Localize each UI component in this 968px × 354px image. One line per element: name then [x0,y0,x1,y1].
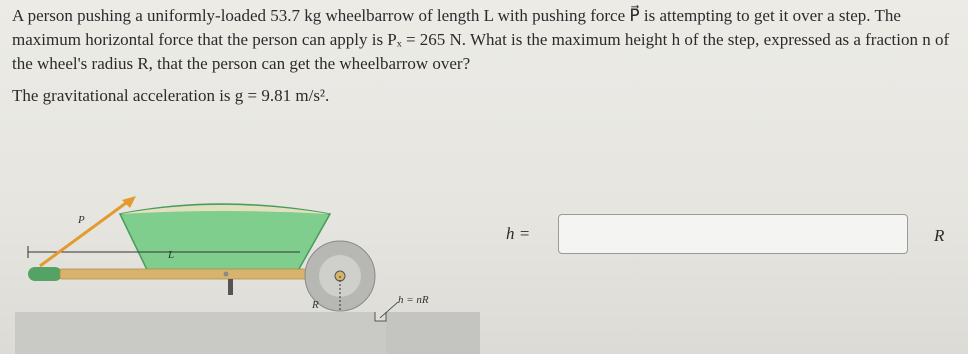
answer-input[interactable] [558,214,908,254]
wheelbarrow-tub [120,204,330,276]
problem-paragraph: A person pushing a uniformly-loaded 53.7 kg wheelbarrow of length L with pushing force P⃗ is attempting to get it over a step. The maximum horizontal force that the person can apply is Pₓ = 265 N. What is the maximum height h of the step, expressed as a fraction n of the wheel's radius R, that the person can get the wheelbarrow over? [12,6,950,73]
answer-row [506,214,966,258]
step-outline [375,312,386,321]
wheelbarrow-frame [60,269,346,279]
step [386,312,480,354]
radius-label: R [312,299,319,311]
answer-label: h = [506,224,531,243]
force-arrow [40,200,130,266]
force-arrowhead [122,196,136,208]
length-label: L [168,249,175,261]
wheelbarrow-figure [0,188,480,354]
wheelbarrow-leg [228,279,233,295]
force-label: P⃗ [78,214,94,226]
handle-grip [28,267,62,281]
gravity-paragraph: The gravitational acceleration is g = 9.81 m/s². [12,86,330,105]
ground [15,312,375,354]
step-label: h = nR [398,294,429,306]
problem-statement [12,4,962,108]
answer-unit: R [934,226,945,245]
